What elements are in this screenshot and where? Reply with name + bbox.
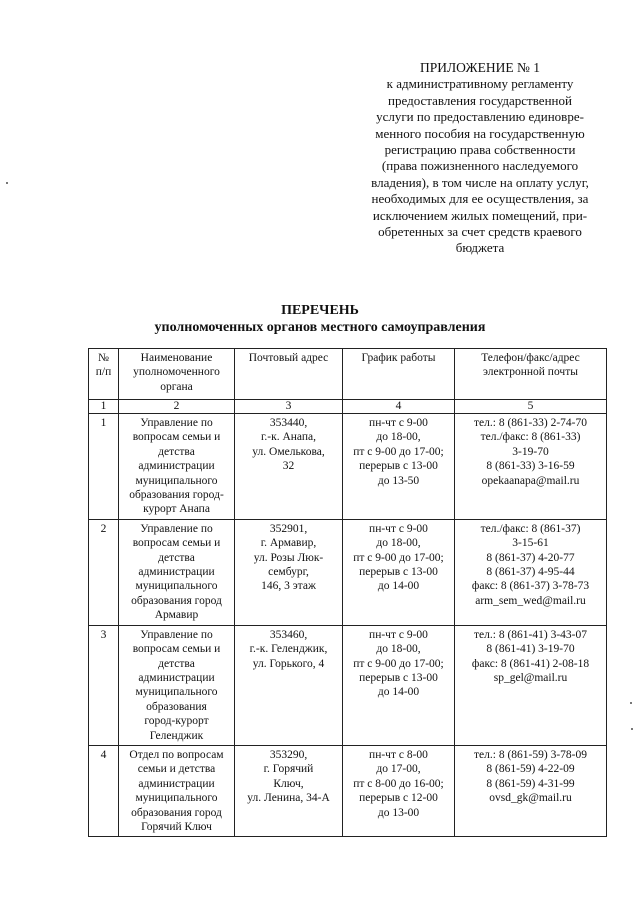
name-line: Геленджик (149, 729, 204, 742)
contacts-line: 3-19-70 (512, 445, 549, 458)
schedule-line: перерыв с 13-00 (359, 566, 438, 579)
authorities-table (88, 348, 607, 837)
name-line: образования (146, 700, 207, 713)
cell-name (119, 745, 235, 836)
name-line: вопросам семьи и (132, 431, 221, 444)
appendix-line: (права пожизненного наследуемого (381, 158, 579, 174)
title-line-2: уполномоченных органов местного самоуправления (154, 320, 486, 335)
header-col-name (119, 349, 235, 400)
contacts-line: 8 (861-59) 4-22-09 (486, 763, 575, 776)
scan-speck (630, 702, 632, 704)
contacts-line: 8 (861-41) 3-19-70 (486, 643, 575, 656)
document-title (0, 302, 640, 336)
name-line: детства (158, 551, 195, 564)
appendix-line: обретенных за счет средств краевого (378, 224, 582, 240)
row-number: 1 (89, 414, 119, 520)
cell-contacts (455, 414, 607, 520)
address-line: ул. Омелькова, (252, 445, 325, 458)
contacts-line: 8 (861-33) 3-16-59 (486, 460, 575, 473)
table-body (89, 400, 607, 837)
address-line: 353290, (269, 748, 308, 761)
name-line: Горячий Ключ (141, 820, 212, 833)
scan-speck (6, 182, 8, 184)
appendix-line: менного пособия на государственную (375, 125, 585, 141)
contacts-line: 8 (861-37) 4-20-77 (486, 551, 575, 564)
address-line: 352901, (269, 522, 308, 535)
column-number: 5 (455, 400, 607, 414)
schedule-line: пн-чт с 9-00 (369, 417, 428, 429)
address-line: г. Горячий (263, 763, 314, 776)
name-line: муниципального (135, 792, 218, 805)
cell-address (235, 625, 343, 745)
name-line: курорт Анапа (143, 503, 210, 516)
name-line: Армавир (154, 609, 199, 622)
appendix-heading: ПРИЛОЖЕНИЕ № 1 (419, 60, 541, 75)
cell-schedule (343, 745, 455, 836)
schedule-line: перерыв с 13-00 (359, 460, 438, 473)
appendix-line: услуги по предоставлению единовре- (376, 109, 584, 125)
appendix-line: регистрацию права собственности (384, 142, 576, 158)
column-number: 2 (119, 400, 235, 414)
appendix-block (340, 60, 620, 257)
name-line: образования город- (129, 489, 224, 502)
cell-schedule (343, 519, 455, 625)
address-line: ул. Розы Люк- (253, 551, 324, 564)
header-col-num (89, 349, 119, 400)
schedule-line: до 14-00 (377, 580, 420, 593)
header-col-schedule (343, 349, 455, 400)
schedule-line: пт с 8-00 до 16-00; (353, 777, 444, 790)
row-number: 2 (89, 519, 119, 625)
cell-name (119, 414, 235, 520)
contacts-line: тел./факс: 8 (861-33) (480, 431, 581, 444)
address-line: ул. Горького, 4 (252, 657, 325, 670)
address-line: Ключ, (273, 777, 304, 790)
contacts-line: sp_gel@mail.ru (493, 671, 568, 684)
schedule-line: пт с 9-00 до 17-00; (353, 551, 444, 564)
cell-address (235, 519, 343, 625)
appendix-line: бюджета (455, 240, 505, 256)
address-line: г.-к. Анапа, (260, 431, 316, 444)
address-line: г. Армавир, (260, 537, 317, 550)
name-line: Управление по (140, 522, 213, 535)
contacts-line: тел.: 8 (861-41) 3-43-07 (474, 628, 587, 641)
header-text: Почтовый адрес (248, 352, 329, 364)
name-line: муниципального (135, 686, 218, 699)
name-line: образования город (131, 806, 222, 819)
appendix-text (340, 76, 620, 256)
table-row (89, 414, 607, 520)
appendix-line: владения), в том числе на оплату услуг, (371, 174, 589, 190)
table-row (89, 519, 607, 625)
cell-name (119, 625, 235, 745)
cell-address (235, 414, 343, 520)
header-text: уполномоченного (133, 366, 220, 379)
header-col-contacts (455, 349, 607, 400)
schedule-line: перерыв с 12-00 (359, 792, 438, 805)
header-text: № (98, 352, 109, 364)
name-line: детства (158, 657, 195, 670)
name-line: Отдел по вопросам (129, 748, 224, 761)
address-line: 353440, (269, 417, 308, 429)
name-line: образования город (131, 594, 222, 607)
schedule-line: до 18-00, (376, 431, 421, 444)
address-line: 32 (282, 460, 295, 473)
header-col-address (235, 349, 343, 400)
contacts-line: 8 (861-59) 4-31-99 (486, 777, 575, 790)
contacts-line: 3-15-61 (512, 537, 549, 550)
contacts-line: ovsd_gk@mail.ru (489, 792, 572, 805)
schedule-line: до 13-00 (377, 806, 420, 819)
appendix-line: к административному регламенту (386, 76, 574, 92)
name-line: муниципального (135, 474, 218, 487)
header-text: Наименование (140, 352, 213, 364)
schedule-line: пн-чт с 9-00 (369, 628, 428, 641)
name-line: администрации (138, 777, 215, 790)
schedule-line: пн-чт с 9-00 (369, 522, 428, 535)
address-line: г.-к. Геленджик, (249, 643, 328, 656)
table-row (89, 745, 607, 836)
row-number: 3 (89, 625, 119, 745)
name-line: семьи и детства (137, 763, 216, 776)
schedule-line: до 18-00, (376, 643, 421, 656)
name-line: город-курорт (144, 715, 209, 728)
name-line: Управление по (140, 628, 213, 641)
header-text: органа (160, 380, 193, 393)
address-line: 146, 3 этаж (261, 580, 316, 593)
column-numbers-row (89, 400, 607, 414)
contacts-line: факс: 8 (861-41) 2-08-18 (471, 657, 590, 670)
address-line: сембург, (268, 566, 309, 579)
name-line: вопросам семьи и (132, 537, 221, 550)
column-number: 1 (89, 400, 119, 414)
table-header-row (89, 349, 607, 400)
column-number: 3 (235, 400, 343, 414)
name-line: детства (158, 445, 195, 458)
column-number: 4 (343, 400, 455, 414)
contacts-line: факс: 8 (861-37) 3-78-73 (471, 580, 590, 593)
cell-name (119, 519, 235, 625)
scan-speck (631, 728, 633, 730)
schedule-line: пт с 9-00 до 17-00; (353, 445, 444, 458)
header-text: электронной почты (483, 366, 578, 379)
contacts-line: тел.: 8 (861-59) 3-78-09 (474, 748, 587, 761)
contacts-line: 8 (861-37) 4-95-44 (486, 566, 575, 579)
cell-address (235, 745, 343, 836)
header-text: п/п (95, 366, 112, 379)
row-number: 4 (89, 745, 119, 836)
contacts-line: тел./факс: 8 (861-37) (480, 522, 581, 535)
address-line: 353460, (269, 628, 308, 641)
schedule-line: пт с 9-00 до 17-00; (353, 657, 444, 670)
appendix-line: необходимых для ее осуществления, за (371, 191, 589, 207)
title-line-1: ПЕРЕЧЕНЬ (281, 303, 359, 318)
appendix-line: исключением жилых помещений, при- (372, 207, 588, 223)
contacts-line: arm_sem_wed@mail.ru (475, 594, 586, 607)
name-line: администрации (138, 566, 215, 579)
schedule-line: пн-чт с 8-00 (369, 748, 428, 761)
cell-contacts (455, 519, 607, 625)
appendix-line: предоставления государственной (388, 92, 572, 108)
schedule-line: до 17-00, (376, 763, 421, 776)
table-row (89, 625, 607, 745)
cell-schedule (343, 414, 455, 520)
contacts-line: тел.: 8 (861-33) 2-74-70 (474, 417, 587, 429)
address-line: ул. Ленина, 34-А (247, 792, 330, 805)
name-line: администрации (138, 671, 215, 684)
schedule-line: перерыв с 13-00 (359, 671, 438, 684)
cell-contacts (455, 625, 607, 745)
header-text: Телефон/факс/адрес (481, 352, 580, 364)
name-line: муниципального (135, 580, 218, 593)
cell-schedule (343, 625, 455, 745)
name-line: вопросам семьи и (132, 643, 221, 656)
schedule-line: до 13-50 (377, 474, 420, 487)
schedule-line: до 14-00 (377, 686, 420, 699)
cell-contacts (455, 745, 607, 836)
schedule-line: до 18-00, (376, 537, 421, 550)
name-line: администрации (138, 460, 215, 473)
header-text: График работы (361, 352, 436, 364)
name-line: Управление по (140, 417, 213, 429)
contacts-line: opekaanapa@mail.ru (481, 474, 580, 487)
